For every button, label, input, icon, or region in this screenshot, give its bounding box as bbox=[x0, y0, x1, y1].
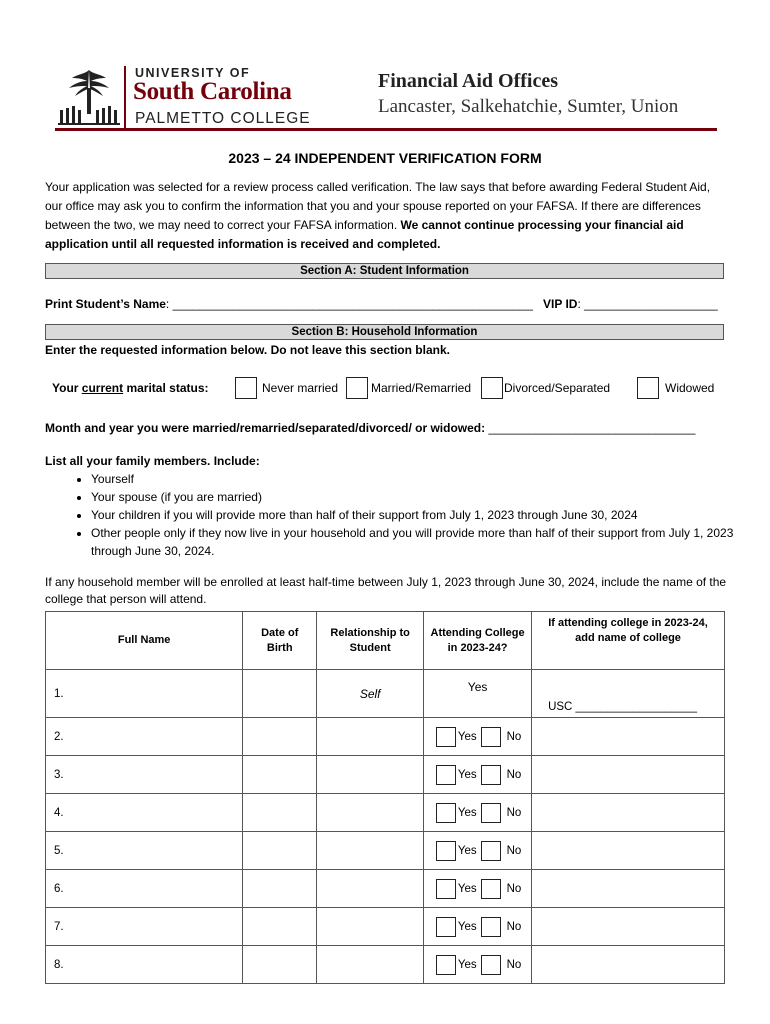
form-title: 2023 – 24 INDEPENDENT VERIFICATION FORM bbox=[228, 150, 542, 166]
college-cell[interactable] bbox=[532, 794, 725, 832]
widowed-label: Widowed bbox=[665, 381, 715, 395]
college-cell[interactable] bbox=[532, 908, 725, 946]
no-checkbox[interactable] bbox=[481, 955, 501, 975]
no-label: No bbox=[506, 730, 522, 743]
marital-date-label: Month and year you were married/remarried/separated/divorced/ or widowed: bbox=[45, 421, 486, 435]
table-row bbox=[46, 870, 725, 908]
college-note: If any household member will be enrolled at least half-time between July 1, 2023 through June 30, 2024, include the name of the college that person will attend. bbox=[45, 575, 727, 606]
no-checkbox[interactable] bbox=[481, 841, 501, 861]
no-checkbox[interactable] bbox=[481, 879, 501, 899]
relationship-cell[interactable] bbox=[317, 870, 424, 908]
row-number: 7. bbox=[46, 908, 243, 946]
list-item: • Your children if you will provide more than half of their support from July 1, 2023 through June 30, 2024 bbox=[91, 506, 735, 524]
family-members-list bbox=[45, 452, 735, 560]
no-label: No bbox=[506, 768, 522, 781]
college-cell[interactable]: USC ___________________ bbox=[532, 670, 725, 718]
never-married-checkbox[interactable] bbox=[235, 377, 257, 399]
dob-cell[interactable] bbox=[243, 718, 317, 756]
yes-label: Yes bbox=[457, 768, 477, 781]
row-number: 2. bbox=[46, 718, 243, 756]
university-line1: UNIVERSITY OF bbox=[135, 66, 251, 80]
dob-cell[interactable] bbox=[243, 756, 317, 794]
yes-label: Yes bbox=[457, 920, 477, 933]
college-cell[interactable] bbox=[532, 870, 725, 908]
col-attending: Attending College in 2023-24? bbox=[424, 612, 532, 670]
yes-checkbox[interactable] bbox=[436, 917, 456, 937]
list-item: • Your spouse (if you are married) bbox=[91, 488, 735, 506]
attending-cell bbox=[424, 794, 532, 832]
relationship-cell: Self bbox=[317, 670, 424, 718]
row-number: 3. bbox=[46, 756, 243, 794]
no-checkbox[interactable] bbox=[481, 917, 501, 937]
no-label: No bbox=[506, 806, 522, 819]
row-number: 4. bbox=[46, 794, 243, 832]
married-checkbox[interactable] bbox=[346, 377, 368, 399]
yes-checkbox[interactable] bbox=[436, 955, 456, 975]
table-row bbox=[46, 756, 725, 794]
row-number: 1. bbox=[46, 670, 243, 718]
yes-label: Yes bbox=[457, 806, 477, 819]
row-number: 8. bbox=[46, 946, 243, 984]
no-checkbox[interactable] bbox=[481, 765, 501, 785]
intro-paragraph bbox=[45, 178, 730, 254]
col-relationship: Relationship to Student bbox=[317, 612, 424, 670]
list-item: • Yourself bbox=[91, 470, 735, 488]
table-row bbox=[46, 908, 725, 946]
attending-cell bbox=[424, 946, 532, 984]
relationship-cell[interactable] bbox=[317, 908, 424, 946]
header-divider bbox=[124, 66, 126, 128]
no-label: No bbox=[506, 844, 522, 857]
office-locations: Lancaster, Salkehatchie, Sumter, Union bbox=[378, 96, 679, 117]
attending-cell bbox=[424, 908, 532, 946]
no-label: No bbox=[506, 920, 522, 933]
table-row bbox=[46, 832, 725, 870]
section-b-instruction: Enter the requested information below. Do not leave this section blank. bbox=[45, 343, 450, 357]
yes-checkbox[interactable] bbox=[436, 765, 456, 785]
college-cell[interactable] bbox=[532, 946, 725, 984]
relationship-cell[interactable] bbox=[317, 794, 424, 832]
dob-cell[interactable] bbox=[243, 870, 317, 908]
relationship-cell[interactable] bbox=[317, 756, 424, 794]
no-label: No bbox=[506, 882, 522, 895]
table-row bbox=[46, 794, 725, 832]
college-cell[interactable] bbox=[532, 718, 725, 756]
section-b-header: Section B: Household Information bbox=[45, 324, 724, 340]
intro-text: Your application was selected for a review process called verification. The law says that before awarding Federal Student Aid, our office may ask you to confirm the information that you and your spouse reported on your FAFSA. If there are differences between the two, we may need to correct your FAFSA information. bbox=[45, 180, 711, 232]
marital-date-field[interactable]: _______________________________ bbox=[485, 421, 696, 435]
table-row bbox=[46, 670, 725, 718]
attending-cell bbox=[424, 832, 532, 870]
student-name-field[interactable]: : ______________________________________________________ bbox=[165, 297, 533, 311]
college-cell[interactable] bbox=[532, 832, 725, 870]
divorced-checkbox[interactable] bbox=[481, 377, 503, 399]
household-table bbox=[45, 611, 725, 984]
table-row bbox=[46, 718, 725, 756]
marital-status-label: Your current marital status: bbox=[52, 381, 209, 395]
college-cell[interactable] bbox=[532, 756, 725, 794]
table-row bbox=[46, 946, 725, 984]
header-rule bbox=[55, 128, 717, 131]
palmetto-tree-logo-icon bbox=[58, 66, 120, 128]
dob-cell[interactable] bbox=[243, 832, 317, 870]
attending-cell bbox=[424, 870, 532, 908]
college-name: PALMETTO COLLEGE bbox=[135, 110, 311, 127]
dob-cell[interactable] bbox=[243, 794, 317, 832]
yes-label: Yes bbox=[457, 958, 477, 971]
marital-date-row bbox=[45, 421, 695, 435]
student-name-row bbox=[45, 297, 533, 311]
col-full-name: Full Name bbox=[46, 612, 243, 670]
vip-id-field[interactable]: : ____________________ bbox=[577, 297, 718, 311]
section-a-header: Section A: Student Information bbox=[45, 263, 724, 279]
never-married-label: Never married bbox=[262, 381, 339, 395]
no-checkbox[interactable] bbox=[481, 727, 501, 747]
col-date-of-birth: Date of Birth bbox=[243, 612, 317, 670]
yes-label: Yes bbox=[457, 730, 477, 743]
row-number: 6. bbox=[46, 870, 243, 908]
table-header-row bbox=[46, 612, 725, 670]
student-name-label: Print Student’s Name bbox=[45, 297, 166, 311]
attending-cell bbox=[424, 718, 532, 756]
yes-checkbox[interactable] bbox=[436, 841, 456, 861]
yes-checkbox[interactable] bbox=[436, 879, 456, 899]
yes-checkbox[interactable] bbox=[436, 803, 456, 823]
widowed-checkbox[interactable] bbox=[637, 377, 659, 399]
yes-label: Yes bbox=[457, 844, 477, 857]
university-name: South Carolina bbox=[133, 78, 292, 105]
no-checkbox[interactable] bbox=[481, 803, 501, 823]
divorced-label: Divorced/Separated bbox=[504, 381, 611, 395]
row-number: 5. bbox=[46, 832, 243, 870]
relationship-cell[interactable] bbox=[317, 718, 424, 756]
vip-id-label: VIP ID bbox=[543, 297, 578, 311]
attending-cell: Yes bbox=[424, 670, 532, 718]
yes-checkbox[interactable] bbox=[436, 727, 456, 747]
family-list-heading: List all your family members. Include: bbox=[45, 454, 260, 468]
relationship-cell[interactable] bbox=[317, 946, 424, 984]
col-college-name: If attending college in 2023-24, add name of college bbox=[532, 612, 725, 670]
relationship-cell[interactable] bbox=[317, 832, 424, 870]
attending-cell bbox=[424, 756, 532, 794]
married-label: Married/Remarried bbox=[371, 381, 472, 395]
list-item: • Other people only if they now live in your household and you will provide more than half of their support from July 1, 2023 through June 30, 2024. bbox=[91, 524, 735, 560]
vip-id-row bbox=[543, 297, 718, 311]
dob-cell[interactable] bbox=[243, 946, 317, 984]
dob-cell[interactable] bbox=[243, 670, 317, 718]
office-title: Financial Aid Offices bbox=[378, 70, 558, 92]
yes-label: Yes bbox=[457, 882, 477, 895]
no-label: No bbox=[506, 958, 522, 971]
dob-cell[interactable] bbox=[243, 908, 317, 946]
intro-bold-text: We cannot continue processing your financial aid application until all requested information is received and completed. bbox=[45, 218, 684, 251]
